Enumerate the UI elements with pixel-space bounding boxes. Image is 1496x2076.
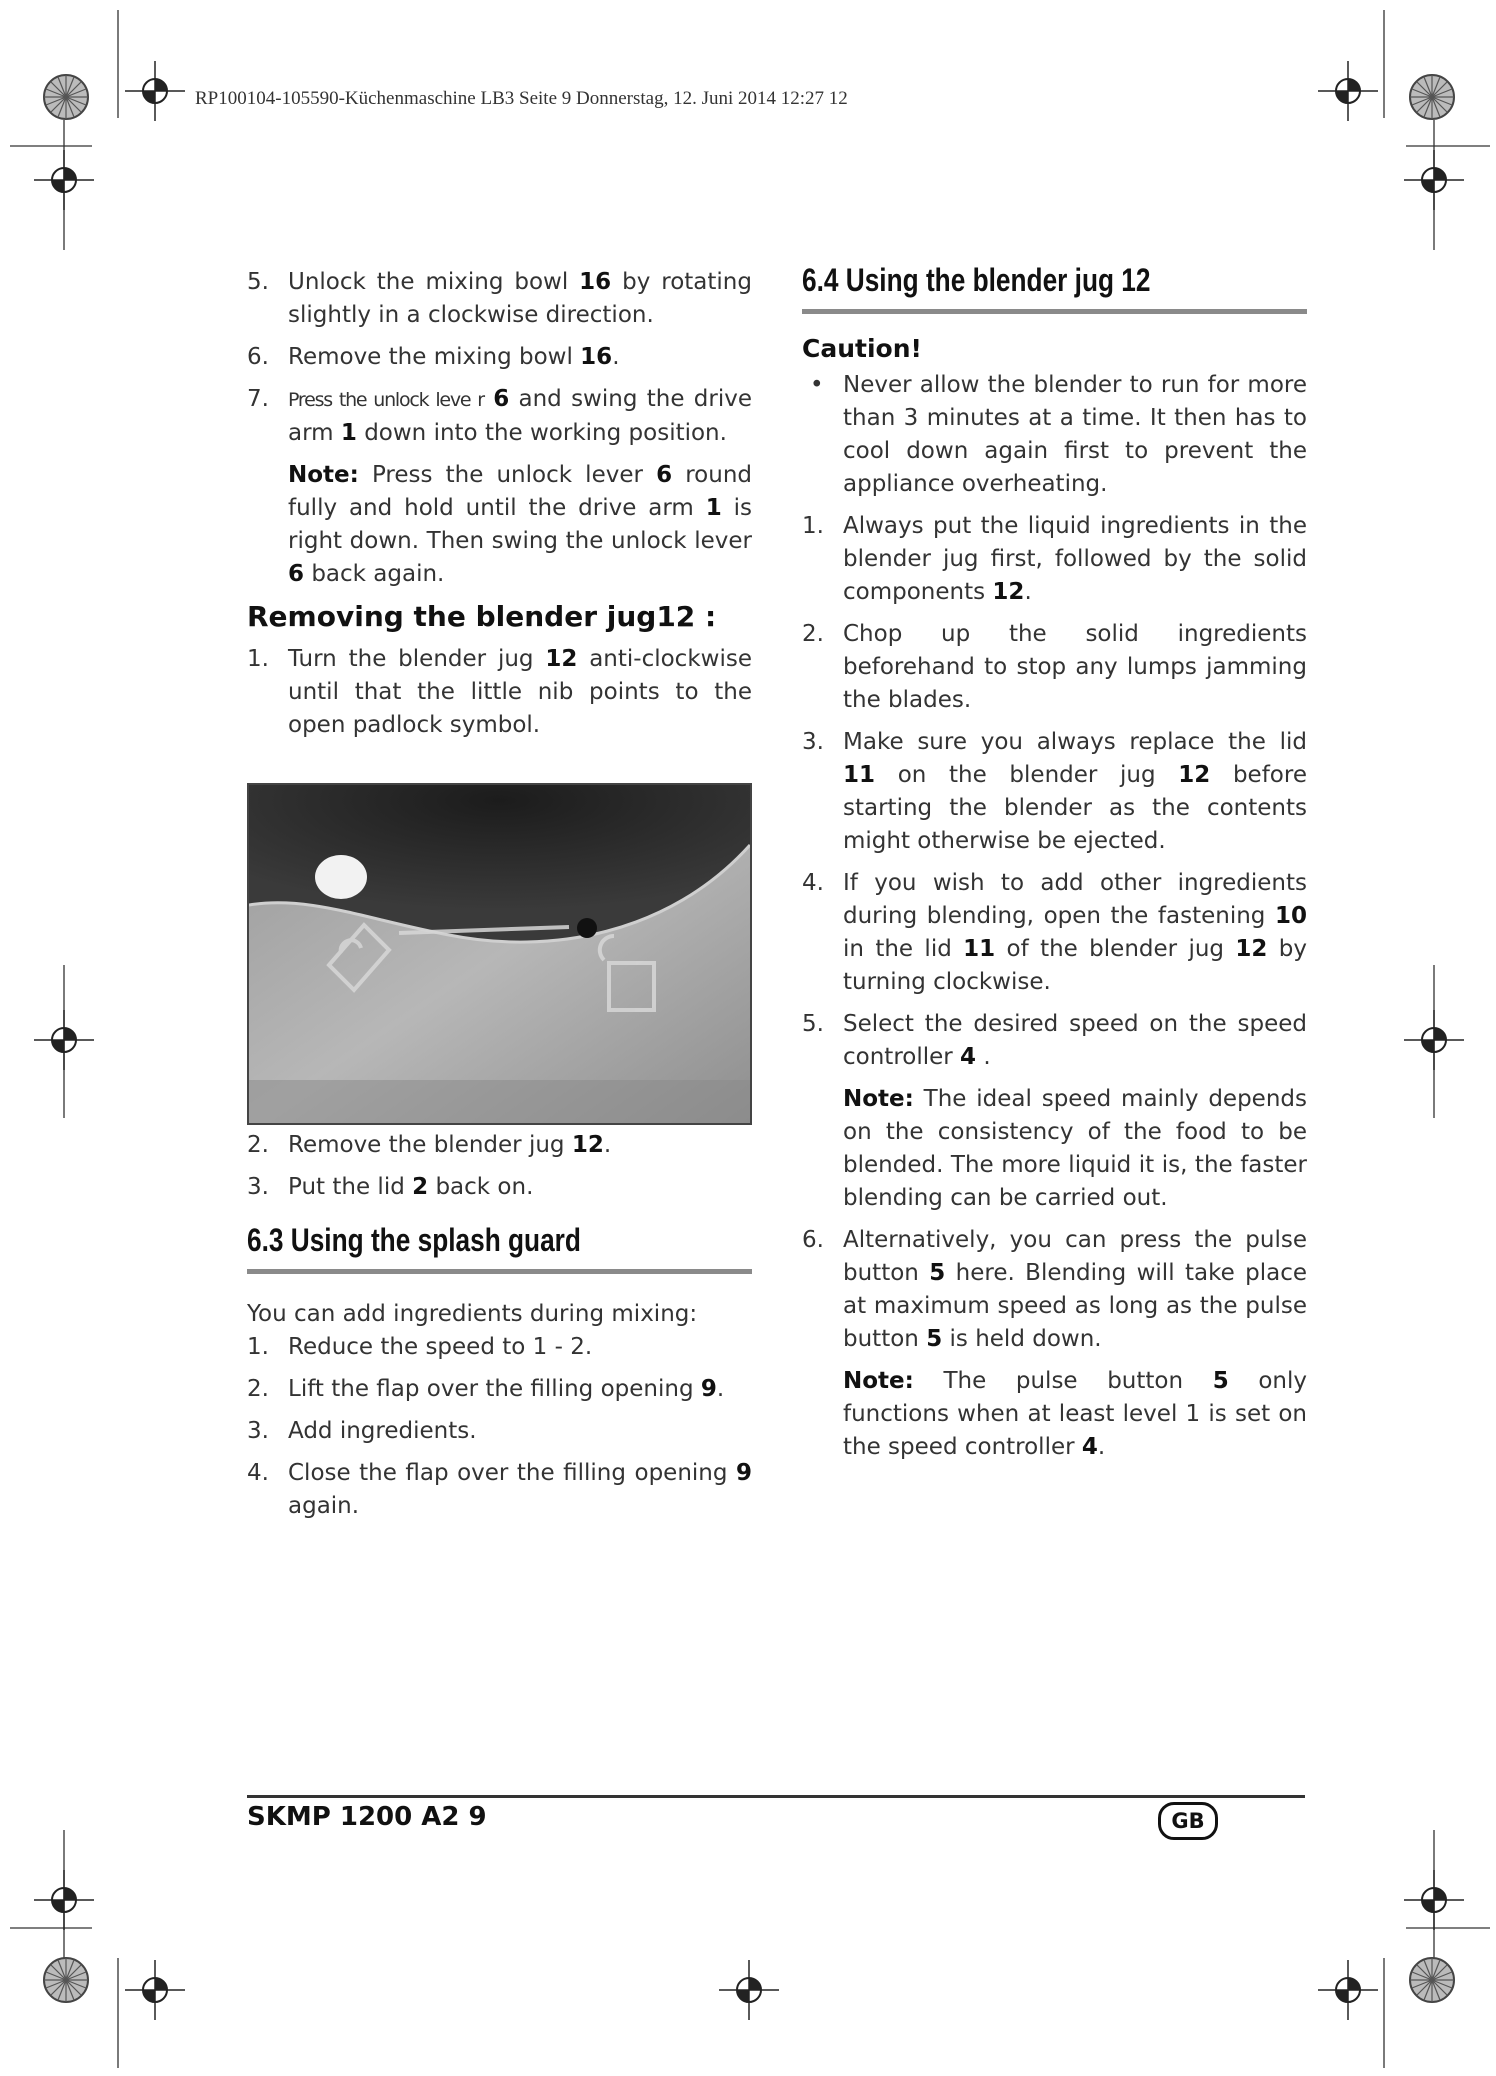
section-title-blender-jug: 6.4 Using the blender jug 12 xyxy=(802,262,1151,298)
caution-heading: Caution! xyxy=(802,334,922,363)
right-column xyxy=(802,264,1307,1473)
print-slug: RP100104-105590-Küchenmaschine LB3 Seite 9 Donnerstag, 12. Juni 2014 12:27 12 xyxy=(195,88,848,109)
footer-rule xyxy=(247,1795,1305,1798)
list-item: 2. Chop up the solid ingredients beforehand to stop any lumps jamming the blades. xyxy=(802,621,1307,713)
blender-jug-photo xyxy=(247,783,752,1125)
list-item: 3. Add ingredients. xyxy=(247,1418,477,1444)
note: Note: The pulse button 5 only functions when at least level 1 is set on the speed controller 4. xyxy=(843,1368,1307,1460)
list-item: 1. Turn the blender jug 12 anti-clockwise until that the little nib points to the open padlock symbol. xyxy=(247,646,752,738)
list-item: 7. Press the unlock leve r 6 and swing the drive arm 1 down into the working position. xyxy=(247,386,752,446)
bullet-item: • Never allow the blender to run for more than 3 minutes at a time. It then has to cool down again first to prevent the appliance overheating. xyxy=(810,372,1307,497)
list-item: 1. Always put the liquid ingredients in the blender jug first, followed by the solid components 12. xyxy=(802,513,1307,605)
list-item: 6. Alternatively, you can press the pulse button 5 here. Blending will take place at maximum speed as long as the pulse button 5 is held down. xyxy=(802,1227,1307,1352)
list-item: 1. Reduce the speed to 1 - 2. xyxy=(247,1334,593,1360)
list-item: 3. Put the lid 2 back on. xyxy=(247,1174,534,1200)
subheading-removing-jug: Removing the blender jug12 : xyxy=(247,600,717,633)
list-item: 5. Unlock the mixing bowl 16 by rotating slightly in a clockwise direction. xyxy=(247,269,752,328)
list-item: 2. Lift the flap over the filling opening 9. xyxy=(247,1376,725,1402)
list-item: 2. Remove the blender jug 12. xyxy=(247,1132,612,1158)
left-column-bottom xyxy=(247,1129,752,1532)
footer-model-page: SKMP 1200 A2 9 xyxy=(247,1802,487,1832)
list-item: 4. Close the flap over the filling opening 9 again. xyxy=(247,1460,752,1519)
section-rule xyxy=(247,1269,752,1274)
list-item: 6. Remove the mixing bowl 16. xyxy=(247,344,620,370)
note: Note: The ideal speed mainly depends on the consistency of the food to be blended. The more liquid it is, the faster blending can be carried out. xyxy=(843,1086,1307,1211)
section-title-splash-guard: 6.3 Using the splash guard xyxy=(247,1222,581,1258)
note: Note: Press the unlock lever 6 round fully and hold until the drive arm 1 is right down. Then swing the unlock lever 6 back again. xyxy=(288,462,753,587)
language-badge: GB xyxy=(1158,1802,1218,1840)
list-item: 3. Make sure you always replace the lid 11 on the blender jug 12 before starting the blender as the contents might otherwise be ejected. xyxy=(802,729,1307,854)
list-item: 5. Select the desired speed on the speed controller 4 . xyxy=(802,1011,1307,1070)
list-item: 4. If you wish to add other ingredients during blending, open the fastening 10 in the lid 11 of the blender jug 12 by turning clockwise. xyxy=(802,870,1307,995)
section-rule xyxy=(802,309,1307,314)
section-intro: You can add ingredients during mixing: xyxy=(247,1301,698,1327)
left-column-top xyxy=(247,266,752,751)
